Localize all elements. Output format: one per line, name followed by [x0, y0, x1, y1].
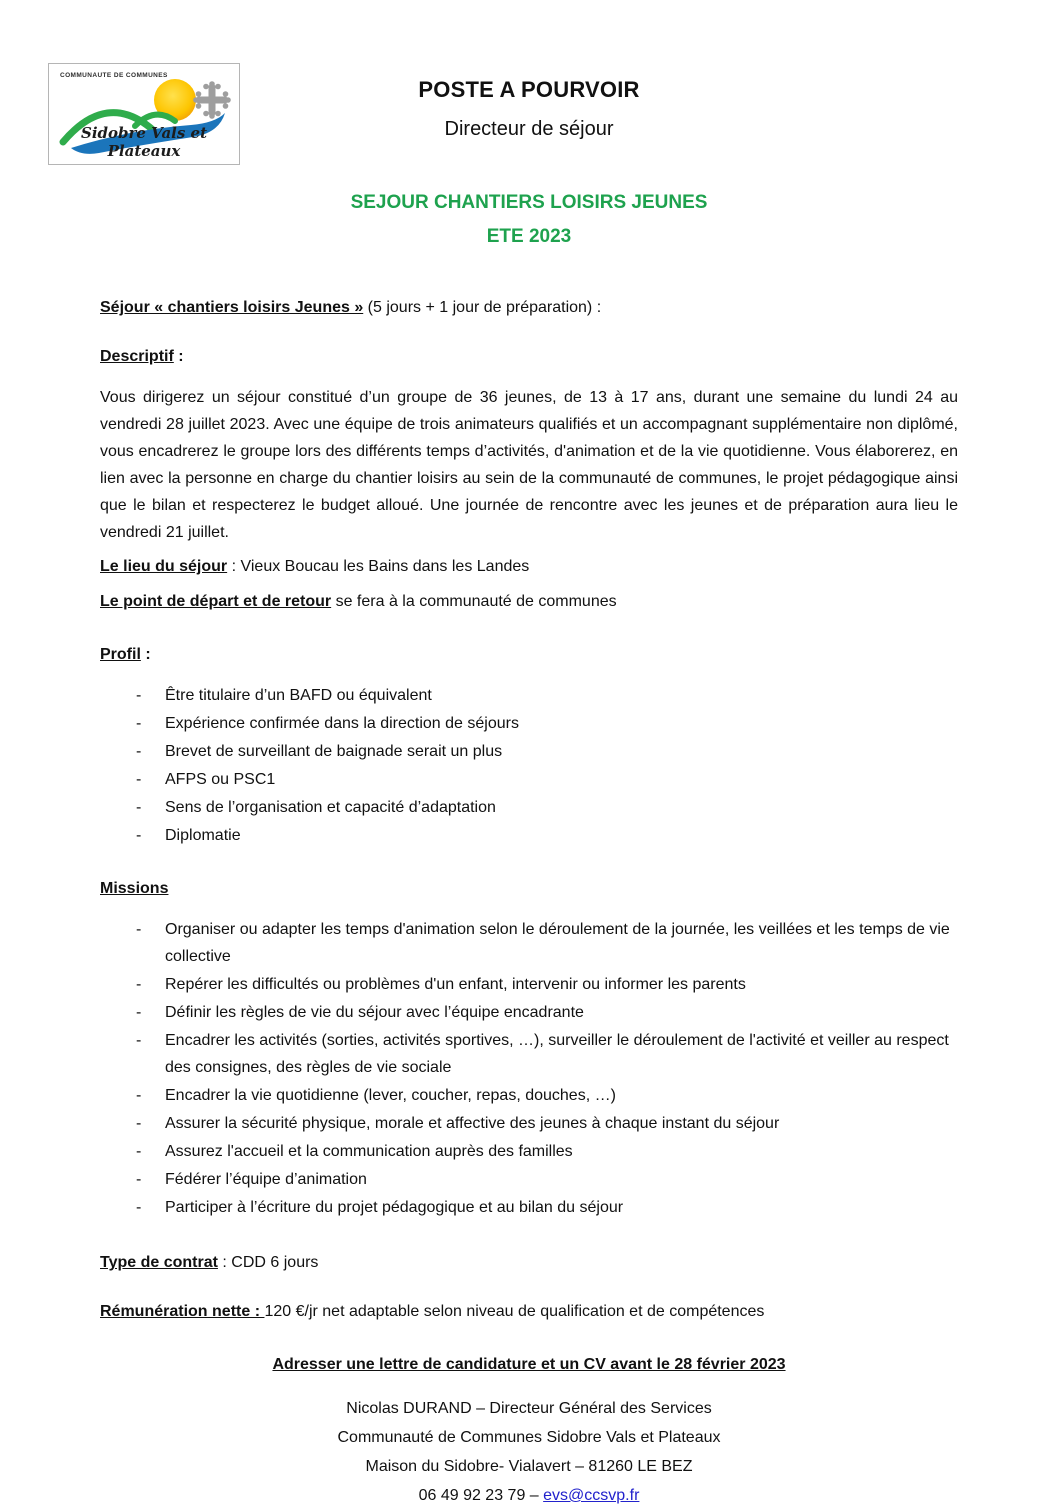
list-item — [100, 738, 958, 765]
descriptif-heading-colon: : — [173, 348, 184, 365]
descriptif-paragraph: Vous dirigerez un séjour constitué d’un groupe de 36 jeunes, de 13 à 17 ans, durant une semaine du lundi 24 au vendredi 28 juillet 2023. Avec une équipe de trois animateurs qualifiés et un accompagnant supplémentaire non diplômé, vous encadrerez le groupe lors des différents temps d’activités, d'animation et de la vie quotidienne. Vous élaborerez, en lien avec la personne en charge du chantier loisirs au sein de la communauté de communes, le projet pédagogique ainsi que le bilan et respecterez le budget alloué. Une journée de rencontre avec les jeunes et de préparation aura lieu le vendredi 21 juillet. — [100, 389, 958, 541]
intro-line — [100, 294, 958, 321]
list-item-text: Diplomatie — [165, 827, 241, 844]
page-title: POSTE A POURVOIR — [418, 77, 640, 102]
descriptif-heading — [100, 343, 958, 370]
list-item — [100, 794, 958, 821]
intro-lead: Séjour « chantiers loisirs Jeunes » — [100, 299, 364, 316]
contract-rest: : CDD 6 jours — [217, 1254, 319, 1271]
descriptif-heading-label: Descriptif — [100, 348, 174, 365]
contract-label: Type de contrat — [100, 1254, 218, 1271]
list-item-text: AFPS ou PSC1 — [165, 771, 276, 788]
contact-address: Maison du Sidobre- Vialavert – 81260 LE BEZ — [365, 1458, 693, 1475]
profil-list — [100, 682, 958, 849]
list-item-text: Participer à l’écriture du projet pédagogique et au bilan du séjour — [165, 1199, 624, 1216]
list-item — [100, 710, 958, 737]
logo-territory-name: Sidobre Vals et Plateaux — [81, 124, 207, 160]
list-item — [100, 766, 958, 793]
list-item-text: Brevet de surveillant de baignade serait un plus — [165, 743, 503, 760]
list-item-text: Fédérer l’équipe d’animation — [165, 1171, 367, 1188]
green-heading-line2: ETE 2023 — [486, 226, 572, 247]
missions-heading — [100, 875, 958, 902]
list-item-text: Assurer la sécurité physique, morale et affective des jeunes à chaque instant du séjour — [165, 1115, 780, 1132]
list-item-text: Définir les règles de vie du séjour avec l’équipe encadrante — [165, 1004, 584, 1021]
logo-org-name: COMMUNAUTE DE COMMUNES — [60, 72, 168, 79]
occitan-cross-icon — [193, 81, 231, 119]
list-item — [100, 1082, 958, 1109]
list-item — [100, 1138, 958, 1165]
list-item-text: Repérer les difficultés ou problèmes d'un enfant, intervenir ou informer les parents — [165, 976, 746, 993]
list-item — [100, 1194, 958, 1221]
contract-line — [100, 1249, 958, 1276]
remuneration-line — [100, 1298, 958, 1325]
document-body — [100, 294, 958, 1510]
list-item — [100, 682, 958, 709]
list-item — [100, 1166, 958, 1193]
page-subtitle: Directeur de séjour — [444, 118, 614, 140]
depart-rest: se fera à la communauté de communes — [331, 593, 617, 610]
list-item — [100, 999, 958, 1026]
lieu-line — [100, 553, 958, 580]
missions-heading-label: Missions — [100, 880, 169, 897]
green-heading-line1: SEJOUR CHANTIERS LOISIRS JEUNES — [350, 192, 708, 213]
contact-email-link[interactable]: evs@ccsvp.fr — [543, 1487, 640, 1504]
list-item — [100, 1027, 958, 1081]
application-cta: Adresser une lettre de candidature et un CV avant le 28 février 2023 — [272, 1356, 786, 1373]
list-item — [100, 971, 958, 998]
contact-name: Nicolas DURAND – Directeur Général des Services — [346, 1400, 712, 1417]
missions-list — [100, 916, 958, 1221]
list-item — [100, 822, 958, 849]
profil-heading — [100, 641, 958, 668]
depart-label: Le point de départ et de retour — [100, 593, 332, 610]
list-item-text: Encadrer les activités (sorties, activités sportives, …), surveiller le déroulement de l'activité et veiller au respect des consignes, des règles de vie sociale — [165, 1032, 949, 1076]
profil-heading-label: Profil — [100, 646, 141, 663]
green-heading — [0, 186, 1058, 254]
depart-line — [100, 588, 958, 615]
list-item-text: Sens de l’organisation et capacité d’adaptation — [165, 799, 496, 816]
list-item — [100, 1110, 958, 1137]
profil-heading-colon: : — [140, 646, 151, 663]
contact-organization: Communauté de Communes Sidobre Vals et Plateaux — [337, 1429, 721, 1446]
contact-block — [100, 1394, 958, 1510]
intro-rest: (5 jours + 1 jour de préparation) : — [363, 299, 602, 316]
list-item-text: Expérience confirmée dans la direction de séjours — [165, 715, 519, 732]
remuneration-rest: 120 €/jr net adaptable selon niveau de qualification et de compétences — [264, 1303, 765, 1320]
contact-phone: 06 49 92 23 79 – — [418, 1487, 544, 1504]
list-item — [100, 916, 958, 970]
list-item-text: Être titulaire d’un BAFD ou équivalent — [165, 687, 432, 704]
lieu-label: Le lieu du séjour — [100, 558, 228, 575]
list-item-text: Assurez l'accueil et la communication auprès des familles — [165, 1143, 573, 1160]
community-logo — [48, 63, 240, 165]
remuneration-label: Rémunération nette : — [100, 1303, 265, 1320]
list-item-text: Organiser ou adapter les temps d'animation selon le déroulement de la journée, les veillées et les temps de vie collective — [165, 921, 950, 965]
lieu-rest: : Vieux Boucau les Bains dans les Landes — [227, 558, 530, 575]
list-item-text: Encadrer la vie quotidienne (lever, coucher, repas, douches, …) — [165, 1087, 616, 1104]
contact-phone-line — [100, 1481, 958, 1510]
